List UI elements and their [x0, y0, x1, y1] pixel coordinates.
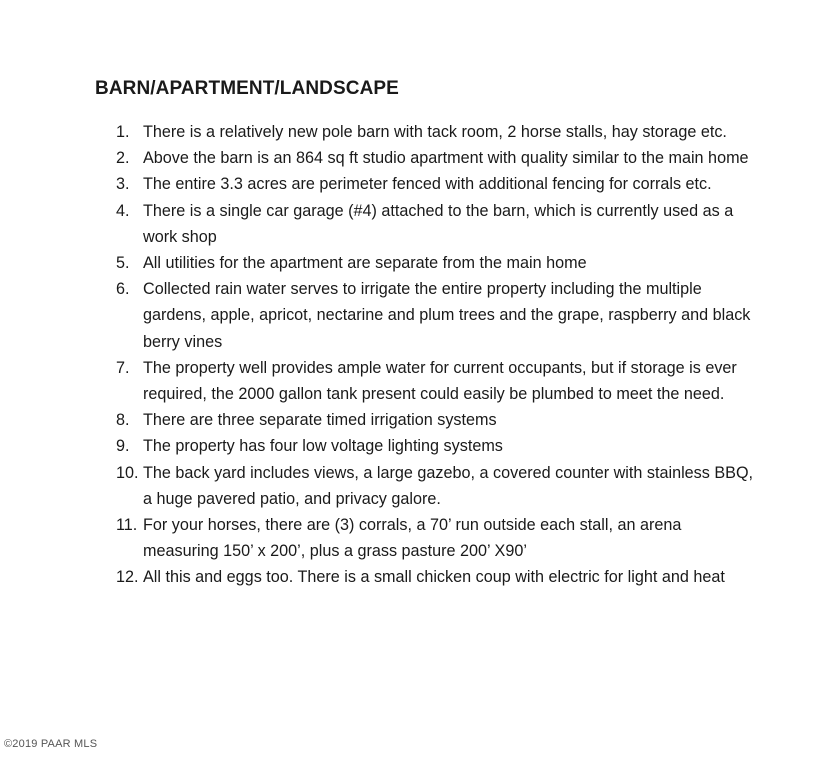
list-item-text: Collected rain water serves to irrigate the entire property including the multiple gardens, apple, apricot, nectarine and plum trees and the grape, raspberry and black berry vines — [143, 280, 751, 351]
list-item-number: 9. — [116, 437, 130, 456]
list-item — [116, 355, 756, 407]
list-item — [116, 276, 756, 355]
list-item-text: The entire 3.3 acres are perimeter fenced with additional fencing for corrals etc. — [143, 175, 712, 194]
list-item — [116, 171, 756, 197]
list-item — [116, 145, 756, 171]
list-item — [116, 564, 756, 590]
list-item-number: 4. — [116, 201, 130, 220]
list-item-text: For your horses, there are (3) corrals, a 70’ run outside each stall, an arena measuring 150’ x 200’, plus a grass pasture 200’ X90’ — [143, 516, 682, 561]
list-item-text: The property has four low voltage lighting systems — [143, 437, 503, 456]
list-item — [116, 460, 756, 512]
list-item-text: There is a single car garage (#4) attached to the barn, which is currently used as a work shop — [143, 201, 734, 246]
list-item-text: All utilities for the apartment are separate from the main home — [143, 254, 587, 273]
list-item-number: 11. — [116, 516, 138, 535]
list-item-text: Above the barn is an 864 sq ft studio apartment with quality similar to the main home — [143, 149, 749, 168]
list-item — [116, 512, 756, 564]
document-heading: BARN/APARTMENT/LANDSCAPE — [95, 78, 399, 99]
list-item-number: 6. — [116, 280, 130, 299]
feature-list — [116, 119, 756, 591]
list-item-text: All this and eggs too. There is a small chicken coup with electric for light and heat — [143, 568, 725, 587]
list-item-text: There are three separate timed irrigation systems — [143, 411, 497, 430]
list-item-text: The property well provides ample water for current occupants, but if storage is ever required, the 2000 gallon tank present could easily be plumbed to meet the need. — [143, 358, 737, 404]
list-item — [116, 433, 756, 459]
list-item-number: 2. — [116, 149, 130, 168]
list-item-number: 8. — [116, 411, 130, 430]
list-item-number: 3. — [116, 175, 130, 194]
list-item-number: 7. — [116, 358, 130, 377]
list-item-text: There is a relatively new pole barn with tack room, 2 horse stalls, hay storage etc. — [143, 123, 727, 141]
list-item — [116, 198, 756, 250]
list-item-number: 1. — [116, 123, 130, 141]
list-item — [116, 407, 756, 433]
list-item-number: 5. — [116, 254, 130, 273]
copyright-footer: ©2019 PAAR MLS — [4, 738, 98, 750]
list-item-number: 12. — [116, 568, 139, 587]
list-item — [116, 250, 756, 276]
list-item-text: The back yard includes views, a large gazebo, a covered counter with stainless BBQ, a huge pavered patio, and privacy galore. — [143, 463, 754, 508]
list-item-number: 10. — [116, 463, 139, 482]
list-item — [116, 119, 756, 145]
